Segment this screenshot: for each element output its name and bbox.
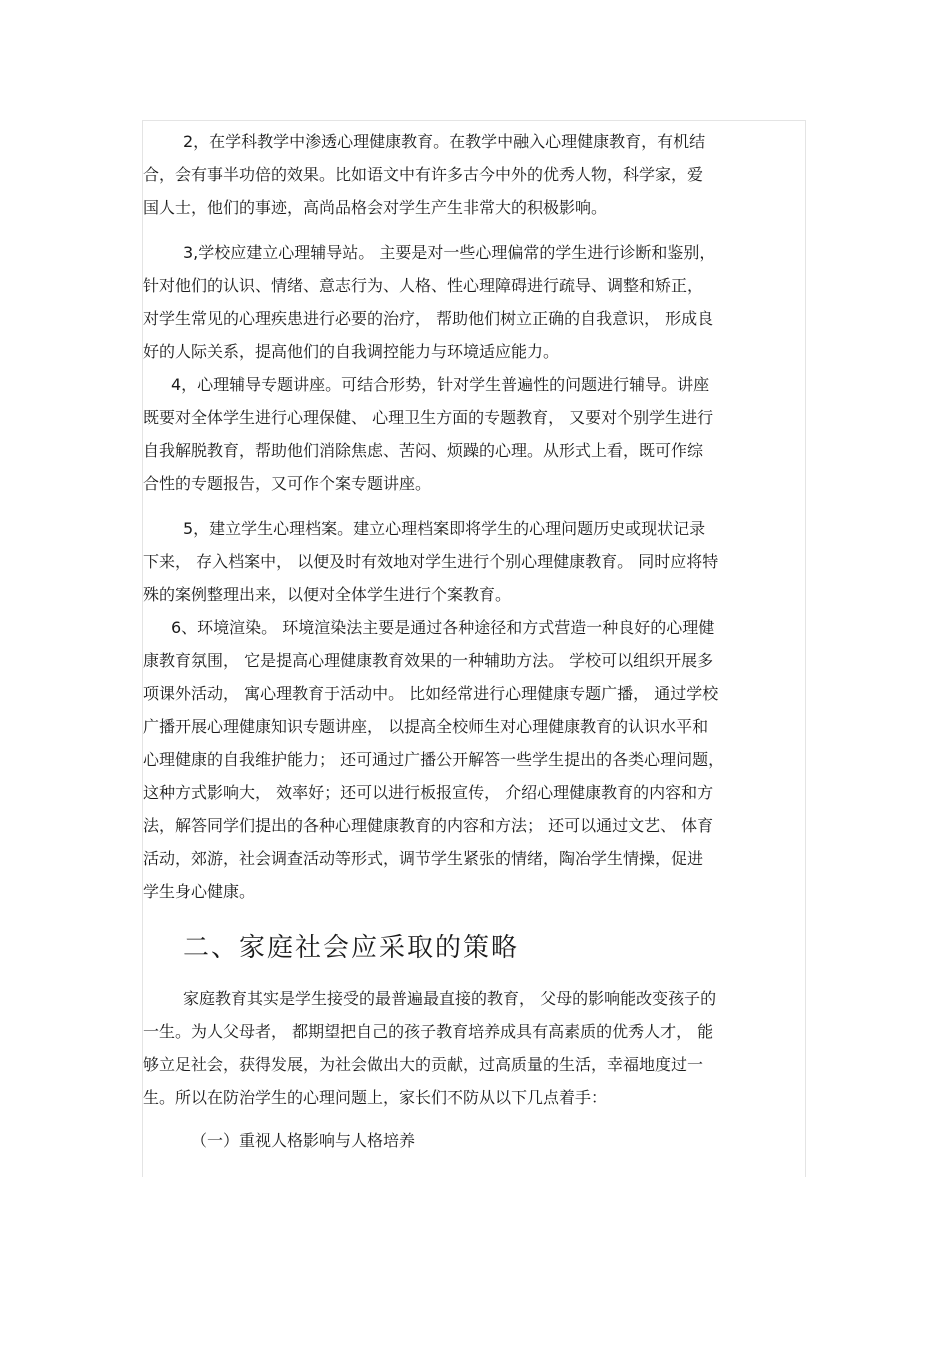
text-line: 对学生常见的心理疾患进行必要的治疗， 帮助他们树立正确的自我意识， 形成良 xyxy=(143,309,714,328)
text-line: 家庭教育其实是学生接受的最普遍最直接的教育， 父母的影响能改变孩子的 xyxy=(183,989,717,1008)
text-line: 6、环境渲染。 环境渲染法主要是通过各种途径和方式营造一种良好的心理健 xyxy=(171,618,715,637)
text-line: 合性的专题报告，又可作个案专题讲座。 xyxy=(143,474,432,493)
paragraph-subject-teaching xyxy=(143,125,807,224)
text-line: 活动，郊游，社会调查活动等形式，调节学生紧张的情绪，陶冶学生情操，促进 xyxy=(143,849,704,868)
text-line: 既要对全体学生进行心理保健、 心理卫生方面的专题教育， 又要对个别学生进行 xyxy=(143,408,714,427)
text-line: 广播开展心理健康知识专题讲座， 以提高全校师生对心理健康教育的认识水平和 xyxy=(143,717,709,736)
text-line: 自我解脱教育，帮助他们消除焦虑、苦闷、烦躁的心理。从形式上看，既可作综 xyxy=(143,441,704,460)
document-body xyxy=(143,125,807,1157)
text-line: 这种方式影响大， 效率好；还可以进行板报宣传， 介绍心理健康教育的内容和方 xyxy=(143,783,714,802)
paragraph-archives xyxy=(143,512,807,611)
text-line: 生。所以在防治学生的心理问题上，家长们不防从以下几点着手： xyxy=(143,1088,608,1107)
text-line: 项课外活动， 寓心理教育于活动中。 比如经常进行心理健康专题广播， 通过学校 xyxy=(143,684,719,703)
text-line: 康教育氛围， 它是提高心理健康教育效果的一种辅助方法。 学校可以组织开展多 xyxy=(143,651,714,670)
text-line: 4，心理辅导专题讲座。可结合形势，针对学生普遍性的问题进行辅导。讲座 xyxy=(171,375,710,394)
text-line: 心理健康的自我维护能力； 还可通过广播公开解答一些学生提出的各类心理问题， xyxy=(143,750,725,769)
text-line: 针对他们的认识、情绪、意志行为、人格、性心理障碍进行疏导、调整和矫正， xyxy=(143,276,704,295)
text-line: 5，建立学生心理档案。建立心理档案即将学生的心理问题历史或现状记录 xyxy=(183,519,706,538)
section-heading: 二、家庭社会应采取的策略 xyxy=(183,933,520,963)
text-line: 法，解答同学们提出的各种心理健康教育的内容和方法； 还可以通过文艺、 体育 xyxy=(143,816,714,835)
text-line: 好的人际关系，提高他们的自我调控能力与环境适应能力。 xyxy=(143,342,560,361)
text-line: 3,学校应建立心理辅导站。 主要是对一些心理偏常的学生进行诊断和鉴别， xyxy=(183,243,716,262)
text-line: 下来， 存入档案中， 以便及时有效地对学生进行个别心理健康教育。 同时应将特 xyxy=(143,552,719,571)
paragraph-counseling-station xyxy=(143,236,807,368)
text-line: 国人士，他们的事迹，高尚品格会对学生产生非常大的积极影响。 xyxy=(143,198,608,217)
text-line: 够立足社会，获得发展，为社会做出大的贡献，过高质量的生活，幸福地度过一 xyxy=(143,1055,704,1074)
text-line: 殊的案例整理出来，以便对全体学生进行个案教育。 xyxy=(143,585,512,604)
text-line: 2，在学科教学中渗透心理健康教育。在教学中融入心理健康教育，有机结 xyxy=(183,132,706,151)
paragraph-lectures xyxy=(143,368,807,500)
paragraph-family-education xyxy=(143,982,807,1114)
text-line: 合，会有事半功倍的效果。比如语文中有许多古今中外的优秀人物，科学家，爱 xyxy=(143,165,704,184)
text-line: 学生身心健康。 xyxy=(143,882,256,901)
paragraph-environment xyxy=(143,611,807,908)
text-line: 一生。为人父母者， 都期望把自己的孩子教育培养成具有高素质的优秀人才， 能 xyxy=(143,1022,714,1041)
subheading: （一）重视人格影响与人格培养 xyxy=(191,1131,416,1150)
